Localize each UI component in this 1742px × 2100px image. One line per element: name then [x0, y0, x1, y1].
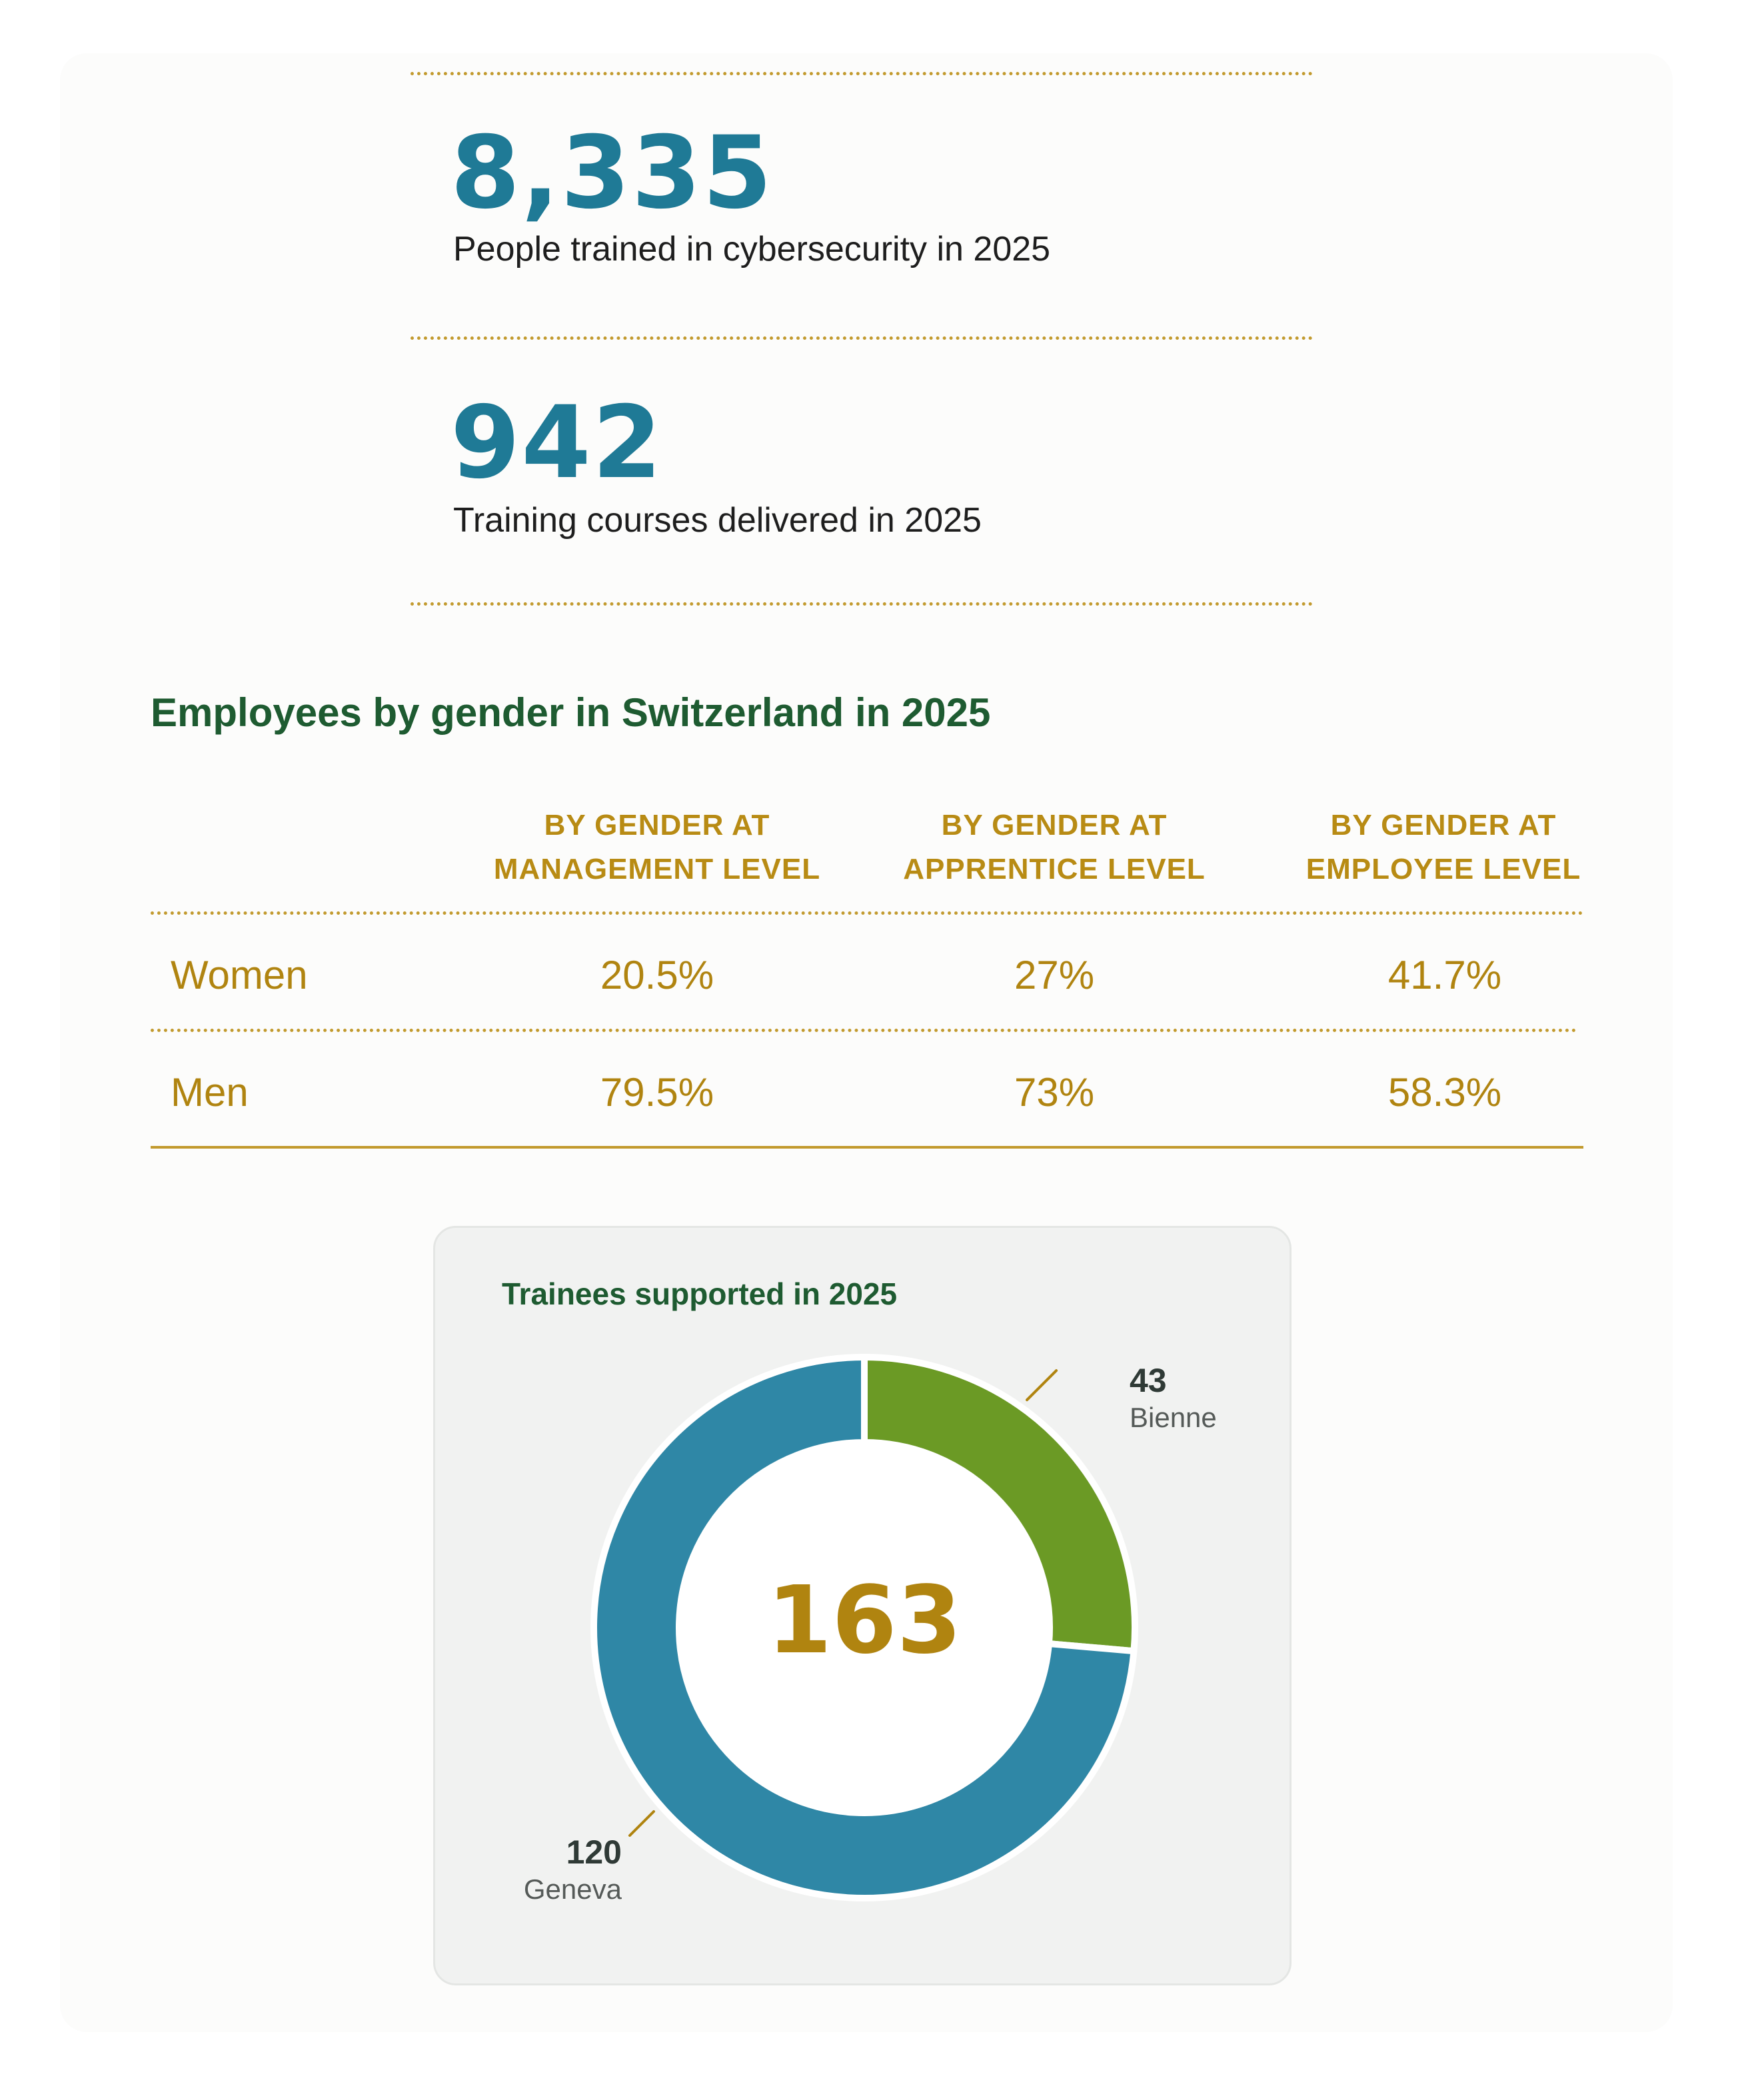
donut-center-total: 163 [766, 1566, 962, 1675]
kpi-divider-top [411, 72, 1313, 75]
row-label-men: Men [171, 1070, 249, 1115]
table-row-divider [151, 1029, 1577, 1032]
column-header-line: APPRENTICE LEVEL [903, 853, 1206, 885]
kpi-divider-middle [411, 336, 1313, 340]
kpi-courses-label: Training courses delivered in 2025 [453, 501, 982, 540]
leader-line-geneva [630, 1812, 654, 1836]
row-label-women: Women [171, 953, 308, 997]
cell-women-employee: 41.7% [1387, 953, 1502, 997]
segment-value-geneva: 120 [566, 1834, 622, 1871]
cell-men-employee: 58.3% [1387, 1070, 1502, 1115]
column-header-line: EMPLOYEE LEVEL [1306, 853, 1581, 885]
table-bottom-rule [151, 1146, 1583, 1149]
column-header-apprentice [868, 803, 1241, 891]
table-header-divider [151, 911, 1583, 915]
cell-men-apprentice: 73% [1014, 1070, 1095, 1115]
kpi-trained-value: 8,335 [450, 115, 774, 231]
trainees-card-title: Trainees supported in 2025 [502, 1277, 898, 1311]
segment-label-bienne: Bienne [1130, 1402, 1217, 1433]
column-header-line: MANAGEMENT LEVEL [493, 853, 821, 885]
segment-value-bienne: 43 [1130, 1362, 1167, 1399]
cell-women-management: 20.5% [600, 953, 714, 997]
kpi-divider-bottom [411, 602, 1313, 606]
cell-men-management: 79.5% [600, 1070, 714, 1115]
column-header-employee [1257, 803, 1630, 891]
segment-label-geneva: Geneva [523, 1873, 622, 1905]
kpi-trained-label: People trained in cybersecurity in 2025 [453, 230, 1051, 268]
column-header-line: BY GENDER AT [544, 809, 770, 841]
cell-women-apprentice: 27% [1014, 953, 1095, 997]
kpi-courses-value: 942 [450, 385, 664, 501]
leader-line-bienne [1027, 1370, 1056, 1400]
trainees-card [433, 1226, 1292, 1985]
column-header-line: BY GENDER AT [1330, 809, 1557, 841]
column-header-line: BY GENDER AT [941, 809, 1168, 841]
gender-table-title: Employees by gender in Switzerland in 2025 [151, 690, 991, 735]
column-header-management [470, 803, 844, 891]
